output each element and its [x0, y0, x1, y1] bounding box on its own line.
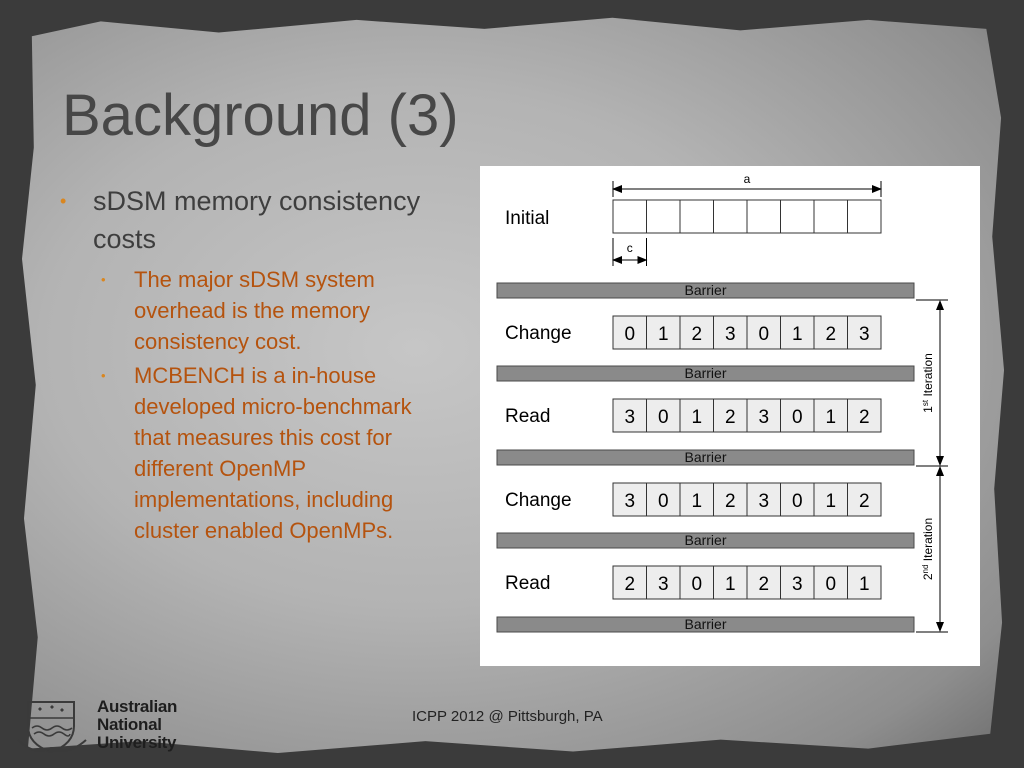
cell-value: 3: [791, 574, 803, 595]
initial-cell: [781, 200, 815, 233]
cell-value: 1: [825, 491, 837, 512]
row-label-initial: Initial: [505, 208, 550, 229]
cell-value: 2: [691, 324, 703, 345]
footer-text: ICPP 2012 @ Pittsburgh, PA: [412, 708, 603, 725]
iteration-label: 2nd Iteration: [921, 517, 935, 581]
initial-cell: [613, 200, 647, 233]
anu-logo: [14, 696, 204, 756]
sub-bullet-list: [60, 264, 440, 546]
initial-cell: [747, 200, 781, 233]
barrier-label: Barrier: [684, 616, 727, 632]
sub-bullet: [101, 264, 440, 357]
bullet-list: [60, 182, 440, 549]
cell-value: 3: [724, 324, 736, 345]
barrier-label: Barrier: [684, 365, 727, 381]
memory-consistency-diagram: [480, 166, 980, 666]
cell-value: 1: [691, 407, 703, 428]
logo-line: Australian: [97, 697, 178, 716]
iteration-label: 1st Iteration: [921, 353, 935, 413]
dimension-label-a: a: [743, 172, 751, 186]
initial-cell: [814, 200, 848, 233]
cell-value: 1: [858, 574, 870, 595]
anu-crest-icon: [14, 696, 90, 756]
barrier-label: Barrier: [684, 282, 727, 298]
cell-value: 0: [624, 324, 636, 345]
cell-value: 2: [858, 491, 870, 512]
cell-value: 1: [691, 491, 703, 512]
cell-value: 0: [791, 491, 803, 512]
initial-cell: [848, 200, 882, 233]
cell-value: 0: [657, 407, 669, 428]
initial-cell: [714, 200, 748, 233]
cell-value: 2: [825, 324, 837, 345]
initial-cell: [680, 200, 714, 233]
cell-value: 0: [657, 491, 669, 512]
bullet-main: [60, 182, 440, 258]
cell-value: 3: [624, 491, 636, 512]
row-label-read: Read: [505, 573, 551, 594]
cell-value: 3: [657, 574, 669, 595]
cell-value: 1: [724, 574, 736, 595]
cell-value: 0: [825, 574, 837, 595]
slide-title: Background (3): [62, 83, 459, 148]
dimension-label-c: c: [626, 241, 633, 255]
cell-value: 1: [825, 407, 837, 428]
cell-value: 2: [724, 491, 736, 512]
sub-bullet-text: The major sDSM system overhead is the memory consistency cost.: [134, 267, 375, 354]
sub-bullet-text: MCBENCH is a in-house developed micro-benchmark that measures this cost for different OpenMP implementations, including cluster enabled OpenMPs.: [134, 363, 412, 543]
cell-value: 0: [691, 574, 703, 595]
cell-value: 0: [791, 407, 803, 428]
sub-bullet-marker: •: [101, 272, 106, 287]
cell-value: 1: [791, 324, 803, 345]
cell-value: 3: [624, 407, 636, 428]
diagram-canvas: [480, 166, 980, 666]
logo-line: University: [97, 733, 177, 752]
cell-value: 2: [858, 407, 870, 428]
sub-bullet-marker: •: [101, 368, 106, 383]
barrier-label: Barrier: [684, 532, 727, 548]
cell-value: 0: [758, 324, 770, 345]
logo-line: National: [97, 715, 162, 734]
cell-value: 2: [624, 574, 636, 595]
cell-value: 2: [758, 574, 770, 595]
anu-logo-text: [97, 698, 177, 752]
barrier-label: Barrier: [684, 449, 727, 465]
row-label-change: Change: [505, 323, 572, 344]
cell-value: 1: [657, 324, 669, 345]
initial-cell: [647, 200, 681, 233]
cell-value: 2: [724, 407, 736, 428]
cell-value: 3: [758, 491, 770, 512]
cell-value: 3: [758, 407, 770, 428]
sub-bullet: [101, 360, 440, 546]
row-label-change: Change: [505, 490, 572, 511]
bullet-marker: •: [60, 191, 67, 211]
cell-value: 3: [858, 324, 870, 345]
row-label-read: Read: [505, 406, 551, 427]
bullet-main-text: sDSM memory consistency costs: [93, 186, 421, 254]
